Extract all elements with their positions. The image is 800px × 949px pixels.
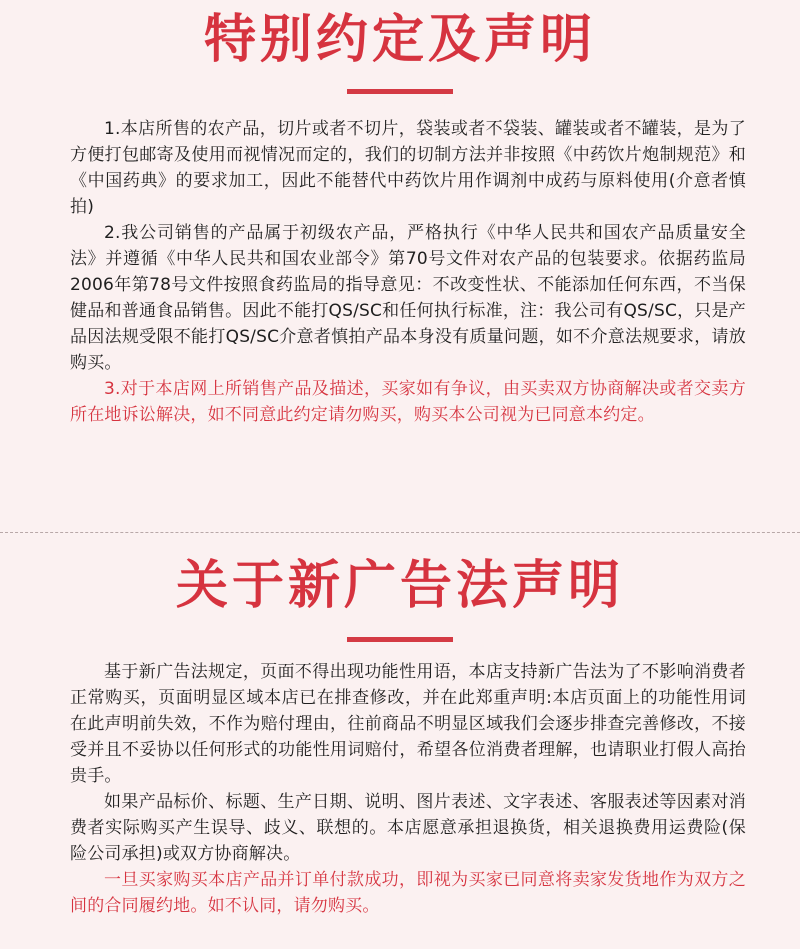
special-agreement-body (70, 116, 746, 428)
ad-law-paragraph-2: 如果产品标价、标题、生产日期、说明、图片表述、文字表述、客服表述等因素对消费者实际购买产生误导、歧义、联想的。本店愿意承担退换货，相关退换费用运费险(保险公司承担)或双方协商解决。 (70, 792, 746, 864)
title-underline (347, 89, 453, 94)
agreement-paragraph-2: 2.我公司销售的产品属于初级农产品，严格执行《中华人民共和国农产品质量安全法》并遵循《中华人民共和国农业部令》第70号文件对农产品的包装要求。依据药监局2006年第78号文件按照食药监局的指导意见：不改变性状、不能添加任何东西，不当保健品和普通食品销售。因此不能打QS/SC和任何执行标准，注：我公司有QS/SC，只是产品因法规受限不能打QS/SC介意者慎拍产品本身没有质量问题，如不介意法规要求，请放购买。 (70, 223, 746, 373)
agreement-paragraph-3: 3.对于本店网上所销售产品及描述，买家如有争议，由买卖双方协商解决或者交卖方所在地诉讼解决，如不同意此约定请勿购买，购买本公司视为已同意本约定。 (70, 379, 746, 425)
ad-law-section (0, 536, 800, 949)
special-agreement-title: 特别约定及声明 (203, 9, 596, 70)
agreement-paragraph-1: 1.本店所售的农产品，切片或者不切片，袋装或者不袋装、罐装或者不罐装，是为了方便打包邮寄及使用而视情况而定的，我们的切制方法并非按照《中药饮片炮制规范》和《中国药典》的要求加工，因此不能替代中药饮片用作调剂中成药与原料使用(介意者慎拍) (70, 119, 746, 217)
ad-law-body (70, 659, 746, 919)
ad-law-title: 关于新广告法声明 (175, 555, 624, 616)
ad-law-paragraph-3: 一旦买家购买本店产品并订单付款成功，即视为买家已同意将卖家发货地作为双方之间的合同履约地。如不认同，请勿购买。 (70, 870, 746, 916)
ad-law-paragraph-1: 基于新广告法规定，页面不得出现功能性用语，本店支持新广告法为了不影响消费者正常购买，页面明显区域本店已在排查修改，并在此郑重声明:本店页面上的功能性用词在此声明前失效，不作为赔付理由，往前商品不明显区域我们会逐步排查完善修改，不接受并且不妥协以任何形式的功能性用词赔付，希望各位消费者理解，也请职业打假人高抬贵手。 (70, 662, 746, 786)
title-underline (347, 637, 453, 642)
section-divider (0, 532, 800, 533)
